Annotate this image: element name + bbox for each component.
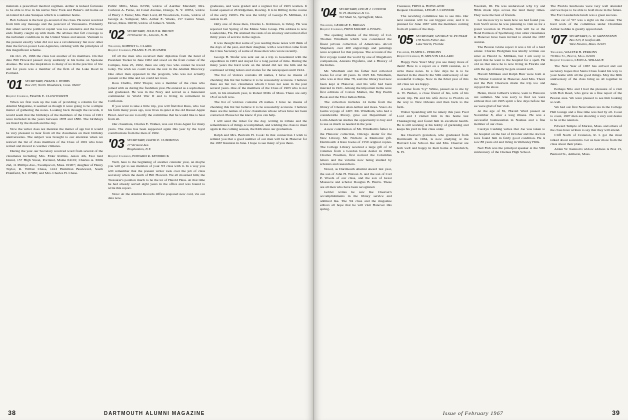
paragraph: Walter Spaulding will be ninety this year. Fred Lord and I visited him in his home last Thanksgiving and found him in excellent health. He is still working at his hobby of gardening and keeps his yard in first class order.	[396, 109, 469, 132]
class-year-number: '04	[320, 5, 337, 20]
paragraph: A new contribution of Mr. Windham's father to the Hanover collection, Chicago dealer for the New Library, Mr. Nichols: A Memorial gift. Dartmouth: 4 Rare books of 1550 original copies. The College Library received a large gift of 12 volumes from a London book dealer in 1960, Charles Freeman, first noticed the Columbus letters and the volume now being studied by scholars and researchers.	[320, 127, 392, 166]
paragraph: Harold Milliken and Ralph Burr were both at the Winter Carnival in Hanover. And Mrs. Thorn and the Bob Cheevers made the trip too and enjoyed the show.	[473, 72, 546, 90]
secretary-address: SECRETARY, FRANK J. HOBBS Box 207, North Woodstock, Conn. 06267	[25, 78, 81, 87]
class-section-heading	[550, 34, 622, 47]
paragraph: maintain a prescribed medical regimen. Arthur is indeed fortunate to be able to live in his native New York and Baker's old home on an island in Lake Sunapee which is a summer home.	[6, 4, 103, 17]
text-column	[397, 4, 469, 400]
text-column	[320, 4, 392, 400]
paragraph: Freedom, III. He was understood why Cy and Hilda made trips across the land many times. They were the best of friends.	[473, 4, 546, 17]
paragraph: On Oct. 25, 1966 the class lost another of its members. On that date Bill Howard passed away suddenly at his home on Spokane Avenue. He was the inspiration to many of us in the practice of law and for years was a member of the firm of the Lake Road in Portland.	[6, 53, 103, 76]
paragraph: The collection includes 14 items from the library of Chester Alan Arthur and more. Vasco da Gama voyage of 1497. Mr. Windham, who had a considerable library, gave our Department of Latin American studies the opportunity to buy and to use as much as needed in the year.	[320, 100, 392, 126]
right-page-footer	[314, 410, 628, 417]
paragraph: Perhaps Nilo and I had the pleasure of a visit with Bob Reed, who gave us a fine report of the Boston area. We were pleased to see him looking so well.	[550, 87, 622, 105]
paragraph: The Florida luncheons were very well attended and we hope to be able to hold more in the future. The Fort Lauderdale lunch was a great success.	[550, 4, 622, 17]
class-section-heading	[320, 7, 392, 20]
class-officers: Request Charman, FRANK E. CLOWWORTH	[6, 93, 68, 98]
paragraph: The New Year of 1967 has arrived and our secretary hopes that Santa Claus found his way to your home with all the good things. May the 60th anniversary of the class bring us all together in June.	[550, 64, 622, 86]
paragraph: Ned Fish was the principal speaker at the 50th anniversary of the Chelsea High School.	[473, 145, 546, 154]
secretary-address: SECRETARY, LEIGH J. CONNOR W. H. Matthews & Co. 310 Main St., Springfield, Mass.	[339, 7, 386, 20]
paragraph: Now the writer does not mention the matter of age but it would be very pleasant to hear from all the classmates on their birthday anniversaries. The subject was brought to our attention when we noticed the list of class members of the Class of 1901 who have retired and moved to warmer climates.	[6, 126, 103, 149]
paragraph: The opening remarks of the library of Col. Thomas Windham which was considered the finest private collection of Americana. Alcott Shepherd, over 400 engravings and paintings were acquired for that purpose. The account of the first voyage round the world by one of Magellan's companions, Antonio Pigafetta, and a History of the Indies.	[320, 33, 392, 68]
class-year-number: '07	[550, 32, 567, 48]
paragraph: Alden W. Kennon's widow address is Box 15, Bernard St., Amherst, Mass.	[550, 147, 622, 156]
left-page-footer	[0, 410, 313, 417]
class-year-number: '05	[396, 32, 413, 48]
paragraph: Public Mills, Mass. 02330, widow of Aurthur Marshall; Mrs. Carleton A. Ferne, 44 Canal Avenue, Orange, N. Y. 10952, widow of Harry J. Ferne; Mrs. Burt Lord, 48 Woodstock, Conn., widow of George A. Sampson; Mrs. Arthur E. Weeks, 157 Centre Street, Dover, Mass. 02030, widow of James S. Smith.	[108, 4, 205, 26]
paragraph: The receiving committee has to see this. Our next reunion will be our biggest ever, and it is planned for June 1967 with the members coming from all points of the map.	[396, 13, 469, 31]
text-column	[6, 4, 103, 400]
paragraph: At the age of 81, Harold Ward passed on November 8, after a long illness. He was a successful businessman in Nashua and a fine member of our class.	[473, 108, 546, 126]
text-column	[474, 4, 546, 400]
class-year-number: '01	[6, 76, 23, 92]
paragraph: Our classmate, Charles E. Walker, was our Class Agent for many years. The class has been supported again this year by the loyal contributions from the men of 1902.	[108, 122, 205, 135]
class-section-heading	[6, 76, 103, 92]
class-officers: Treasurer, GEORGE E. BRIGGS Request Chairman, FRED MOORE 4. ENGEL	[320, 22, 382, 31]
right-page-columns	[320, 4, 622, 400]
secretary-address: SECRETARY, DAVID E. CUMMINGS 17 Vermont Ave. Binghamton, N.Y.	[127, 138, 179, 151]
class-section-heading	[108, 26, 205, 42]
page-number: 38	[8, 410, 17, 417]
class-year-number: '03	[108, 136, 125, 152]
secretary-address: SECRETARY, GEORGE W. PUTNAM 178 North Fuller Ave. Lake Worth, Florida	[415, 34, 468, 47]
paragraph: Of all the men who received their diplomas from the hand of President Tucker in June 1902 and stood on the front corner of the Campus, June 25, 1902, there are only two who cannot be traced today. We wish we could locate the rest in the Alumni Directory. One other man appeared in the program, who was not actually present at the time and we could not trace.	[108, 54, 205, 80]
paragraph: Treasurer, FRED A. HOWLAND Request Chairman, LEIGH J. CONNOR	[396, 4, 455, 13]
class-officers: Treasurer, ELMER L. PERKINS Request Chairman, H. MELVIN LILLARD	[396, 49, 454, 58]
paragraph: Helen, Oscar Gilbert's widow, went to Hanover last summer. She was sorry to find we were without that old 1905 spirit a few days before but we were glad of her visit.	[473, 90, 546, 108]
paragraph: Note: At the Alumni Records Office prepared new card, via our data now.	[108, 191, 205, 200]
right-page	[314, 0, 628, 420]
issue-label: Issue of February 1967	[442, 410, 504, 417]
paragraph: Edward Temple of Marion, Mass. and others of the class have written to say that they will attend.	[550, 123, 622, 133]
paragraph: During the year our Secretary received word from several of the classmates including Mrs. Elder Rollins, Aston 4th, East land Island, 157 High Street, Portland, Maine 04101; Charles A. Mills 2nd, 11 Phillips Ave., Swampscott, Mass. 01907; daughter of Henry Taylor, R. Wilbur Chase, 1412 Hamilton Boulevard, South Plainfield, N.J. 07080; and Mrs. Charles H. Chase.	[6, 149, 103, 176]
paragraph: Let me now try to learn how we had found you. Tom Swift wrote he was planning to visit us for a grand vacation in Florida. Tom will be at the Hotel Pattison of Spellsburg. Our older classmates in Hanover have been invited to attend the 1967 reunion.	[473, 18, 546, 44]
paragraph: We had our first Newcomers tea in the College Hall lounge and a fine time was had by all. Coast to coast, 1907 men are showing a very real desire to be at the reunion.	[550, 105, 622, 123]
class-section-heading	[108, 138, 205, 151]
left-page-columns	[6, 4, 307, 400]
magazine-title: DARTMOUTH ALUMNI MAGAZINE	[104, 410, 205, 417]
paragraph: If you want to take a little trip, you will find that Russ, who lost his farm many years ago, now lives in quiet at the old Russet Apple Hotel. And we are to notify the committee that he would like to hear from all.	[108, 103, 205, 121]
page-number: 39	[611, 410, 620, 417]
class-year-number: '02	[108, 26, 125, 42]
paragraph: Noted, as Dartmouth Alumni Award last year, the son of John H. Watson Jr. and the son of Carl P. Woods of our class, and the son of Great Massacre and scholar Douglas B. Harris. These are all men who have been recognized.	[320, 167, 392, 189]
paragraph: It was thought that some of you reading these notes will think of the days of the past, and their daughter, with a word that came from the Class Secretary of some of those men who wrote recently.	[210, 40, 307, 54]
paragraph: Ralph and Mrs. Bertram H. Cook: In that connection I wish to remind you that a good number of our men will be in Hanover for the 1967 Reunion in June. I hope to see many of you there.	[210, 132, 307, 146]
paragraph: graduates, and were graded and a register list of 1903 women. It found opened at 26 Ridgeman, Rowing. It is in Rilling in the course of the early 1900's. He was the lobby of George B. Milliken, 21 assists in all.	[210, 4, 307, 22]
paragraph: Carolyn Cushing writes that Joe was taken to the hospital on the last of October and the doctors have found him in fairly good condition. He is now 88 years old and living in Wellesley Hills.	[473, 127, 546, 145]
text-column	[550, 4, 622, 400]
paragraph: The car of "07 was a sight on the corner. The hard work of the committee under Chairman Arthur Gohlke is greatly appreciated.	[550, 18, 622, 31]
text-column	[210, 4, 307, 400]
class-officers: Treasurer, ROBERT G. CLARK Request Chairman, FRANK E. H. PLUMER	[108, 43, 167, 52]
secretary-address: SECRETARY, JULIUS R. BROWN 10 Wheeler St., Lincoln, N. H.	[127, 28, 174, 37]
paragraph: I will send the ticket for the day, writing in tribute and the remembrance of things accomplished, and wishing the class to meet again in the coming season, the 64th since our graduation.	[210, 118, 307, 132]
class-section-heading	[397, 34, 469, 47]
paragraph: Only one of those men, Charles L. Robinson, is living. He was reported last Spring of the Maine State Group. His address is now Lauderdale, Fla. He attained the rank of an attorney and retired after thirty years of service in the region.	[210, 22, 307, 40]
paragraph: Cliff North of Cranston, R. I. got the most talked about souvenirs. Let us hear more from the class about their plans.	[550, 133, 622, 147]
paragraph: A letter from "Cy" White, passed on to me by A. W. Barker, a close friend of his, tells of his recent trip. He and his wife drove to Florida on the way to New Orleans and then back to the farm.	[396, 87, 469, 109]
paragraph: Goblet writes he saw Ike Cheever's accomplishments in the library service and admired Ike. The '04 class and the magazine editors all hope that he will visit Hanover this spring.	[320, 190, 392, 212]
paragraph: The list of visitors contains 26 names, I have no means of checking this list but believe it to be reasonably accurate. I believe there are but two classmates whom I have not seen in the past several years. One of the members of the Class of 1903 who is not well, in his ninetieth year, is Robert Mills of Mass. There are only 18 of us left now.	[210, 73, 307, 99]
paragraph: Mr. Windham and his father had collected books for over 40 years. In 1925 Mr. Windham, who was at that time 78, said the library had now been kept at Hanover, and his wife had been married in 1921. Among the important items were first editions of Cotton Mather, the Bay Psalm Book and the Eliot Indian Bible.	[320, 68, 392, 99]
paragraph: Well, here is the beginning of another calendar year, an maybe you will get to see mention of your '03 class with it. In a way you will remember that the present writer took over the job of class secretary when the death of Bill Howard. We all mourned him; the Treasurer's position much to be the lot of Harold Hess. At that time he had already served eight years in the office and was bound to write this report.	[108, 160, 205, 191]
secretary-address: SECRETARY, G. W. GREENSTEIN Box 323, 8 Grafton Rd. West Newton, Mass. 02165	[569, 34, 617, 47]
paragraph: The Boston Globe report it was a bit of a hard winter. Charles Hodgman has kindly written our letter as Harold G. Milliken, but I am sorry to report that he went to the hospital for a spell. He told us that since he is now living in Florida and with the age of ninety he gets around well.	[473, 45, 546, 71]
paragraph: Ross Chellis, 1902 Thayer, was a member of the class who joined with us during the freshman year. He entered as a sophomore and graduated. He was in the Navy and served as a lieutenant commander in World War II and is living in retirement in California.	[108, 81, 205, 103]
text-column	[108, 4, 205, 400]
paragraph: George B. Shafer was sent out on a trip to Greenland with the expedition in 1903 and stayed for a long period of time. During the many years the hard work on the island did not tire him and he continued writing letters and stories for the newspapers until 1924.	[210, 54, 307, 72]
paragraph: Ike Cheever's grandson, who graduated from Dartmouth in 1964, is now studying at the Harvard Law School. Ike and Mrs. Cheever are both well and happy in their home at Sandwich, N. H.	[396, 132, 469, 154]
class-officers: Request Chairman, EDWARD R. KENDRICK	[108, 153, 170, 158]
paragraph: Happy New Year! May you see many more of them! Here is a report on a 1966 reunion, as I write these notes. In a few days he is to be married in the church: the 50th anniversary of our wonderful College. Now in the 62nd year of this old class we are happy.	[396, 60, 469, 86]
paragraph: The list of widows contains 26 names. I have no means of checking this list but believe it to be reasonably accurate. I believe there are the names of a few classmates whose wives have not been contacted. Please let me know if you can help.	[210, 100, 307, 118]
paragraph: Bob Jackson is the best go-around of the class. He never received from him any message and the postcard of Vanousetta. Evidently that smart service political capital was too extensive and the loose ends finally caught up with them. He advises that fall coverage to the turbulent conditions in the United States and unrest. Vietnam to the present exactly what did not see a revolutionary but now other than the fervor-power Less Agencies, sticking with the principles of this magnificent scheme.	[6, 18, 103, 53]
class-officers: Treasurer, WALTER H. PERKINS 79 Milk St., Boston, Mass. 02109 Request Chairman, LEON A. SPRAGUE	[550, 49, 604, 63]
paragraph: When we first took up the task of providing a column for the Alumni Magazine, it seemed as though it were going to be a simple matter of gathering the notes. Looking back through the records, it would seem that the birthdays of the members of the Class of 1901 were included in the years between 1878 and 1880. The birthdays are listed by the month and the day.	[6, 99, 103, 126]
